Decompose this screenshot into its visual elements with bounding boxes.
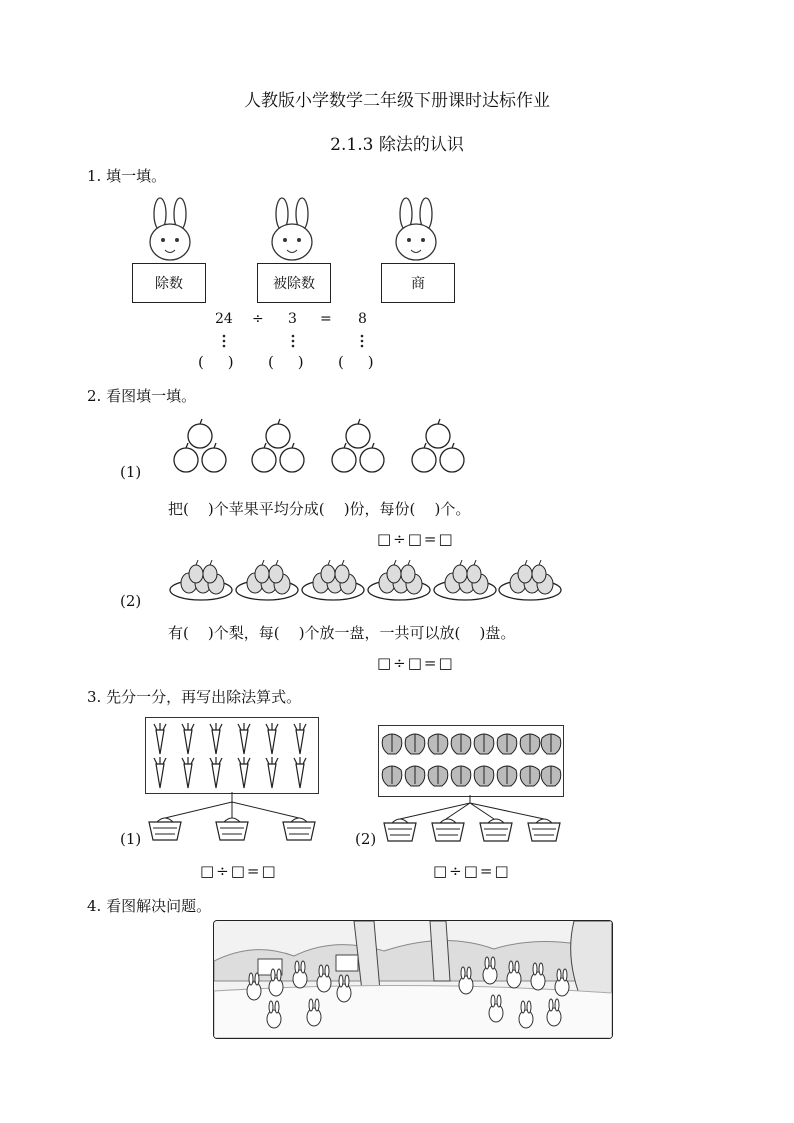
page-subtitle: 2.1.3 除法的认识 bbox=[330, 135, 464, 155]
rabbit-icon bbox=[262, 196, 322, 266]
pear-plates bbox=[168, 558, 568, 608]
label-box-divisor: 除数 bbox=[132, 263, 206, 303]
carrot-frame bbox=[145, 717, 319, 794]
division-formula[interactable]: □÷□=□ bbox=[377, 530, 455, 548]
part-number: (1) bbox=[120, 463, 142, 481]
cabbage-icons bbox=[379, 726, 563, 796]
carrot-icons bbox=[146, 718, 318, 793]
vertical-dots-icon bbox=[288, 333, 298, 349]
vertical-dots-icon bbox=[357, 333, 367, 349]
label-box-dividend: 被除数 bbox=[257, 263, 331, 303]
page-title: 人教版小学数学二年级下册课时达标作业 bbox=[244, 91, 550, 111]
basket-tree bbox=[145, 792, 320, 852]
part-number: (2) bbox=[355, 830, 377, 848]
fill-in-sentence[interactable]: 把( )个苹果平均分成( )份，每份( )个。 bbox=[168, 500, 471, 518]
fill-in-sentence[interactable]: 有( )个梨，每( )个放一盘，一共可以放( )盘。 bbox=[168, 624, 516, 642]
apple-groups bbox=[168, 418, 478, 478]
division-formula[interactable]: □÷□=□ bbox=[433, 862, 511, 880]
equation-term: 8 bbox=[358, 311, 367, 327]
answer-blank[interactable]: ( ) bbox=[268, 353, 304, 371]
question-1-label: 1. 填一填。 bbox=[87, 167, 167, 185]
part-number: (2) bbox=[120, 592, 142, 610]
rabbit-icon bbox=[386, 196, 446, 266]
rabbit-icon bbox=[140, 196, 200, 266]
rabbits-scene-picture bbox=[213, 920, 613, 1039]
equation-term: 24 bbox=[215, 311, 233, 327]
question-2-label: 2. 看图填一填。 bbox=[87, 387, 197, 405]
division-formula[interactable]: □÷□=□ bbox=[377, 654, 455, 672]
answer-blank[interactable]: ( ) bbox=[338, 353, 374, 371]
answer-blank[interactable]: ( ) bbox=[198, 353, 234, 371]
forest-rabbits-illustration bbox=[214, 921, 612, 1038]
division-formula[interactable]: □÷□=□ bbox=[200, 862, 278, 880]
equation-operator: = bbox=[320, 311, 332, 327]
vertical-dots-icon bbox=[219, 333, 229, 349]
equation-operator: ÷ bbox=[252, 311, 264, 327]
question-3-label: 3. 先分一分，再写出除法算式。 bbox=[87, 688, 302, 706]
label-box-quotient: 商 bbox=[381, 263, 455, 303]
part-number: (1) bbox=[120, 830, 142, 848]
cabbage-frame bbox=[378, 725, 564, 797]
question-4-label: 4. 看图解决问题。 bbox=[87, 897, 212, 915]
basket-tree bbox=[378, 795, 568, 852]
equation-term: 3 bbox=[288, 311, 297, 327]
